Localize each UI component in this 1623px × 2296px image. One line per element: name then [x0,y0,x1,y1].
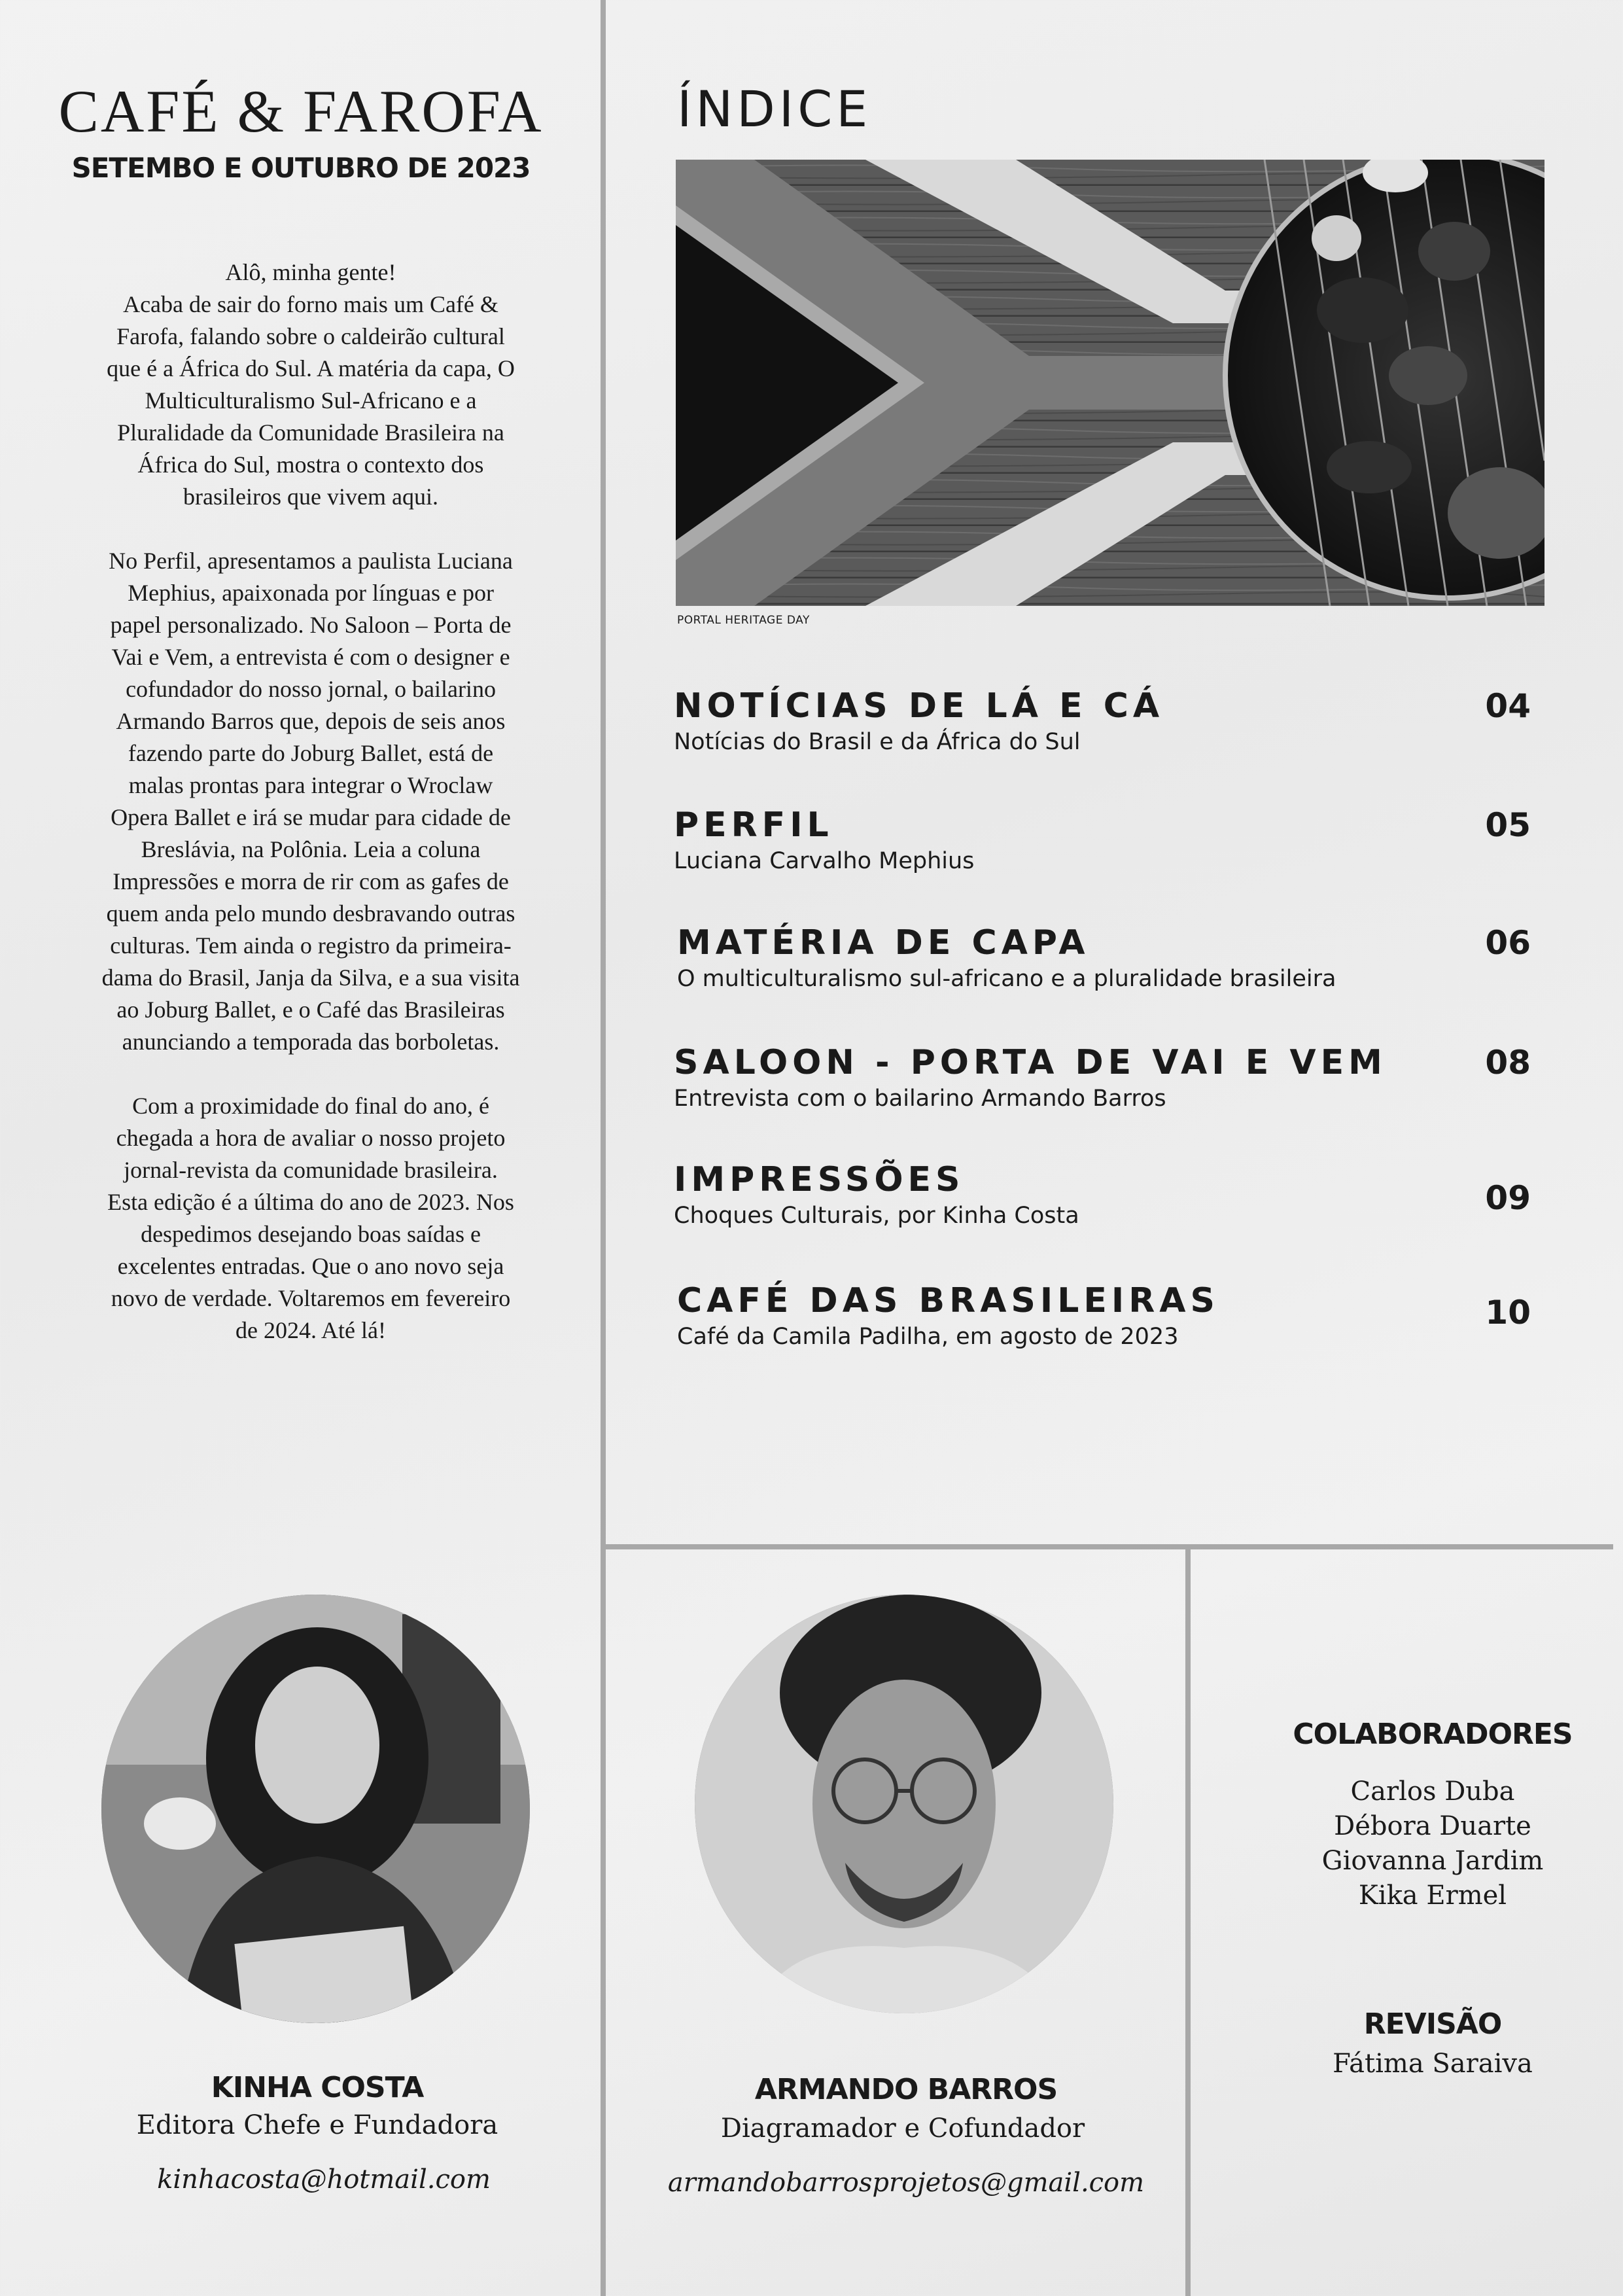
cover-photo [676,160,1544,606]
editorial-paragraph: No Perfil, apresentamos a paulista Luciana Mephius, apaixonada por línguas e por papel personalizado. No Saloon – Porta de Vai e Vem, a entrevista é com o designer e cofundador do nosso jornal, o bailarino Armando Barros que, depois de seis anos fazendo parte do Joburg Ballet, está de malas prontas para integrar o Wroclaw Opera Ballet e irá se mudar para cidade de Breslávia, na Polônia. Leia a coluna Impressões e morra de rir com as gafes de quem anda pelo mundo desbravando outras culturas. Tem ainda o registro da primeira-dama do Brasil, Janja da Silva, e a sua visita ao Joburg Ballet, e o Café das Brasileiras anunciando a temporada das borboletas. [101,548,520,1055]
designer-role: Diagramador e Cofundador [720,2113,1085,2144]
contributors-list [1197,1775,1623,1913]
toc-item[interactable] [674,1159,1550,1230]
flag-braai-illustration [676,160,1544,606]
contributor-name: Giovanna Jardim [1321,1846,1544,1876]
contributor-name: Carlos Duba [1350,1776,1515,1807]
designer-photo [695,1595,1113,2013]
editorial-text [101,256,520,1379]
toc-subtitle: Entrevista com o bailarino Armando Barros [674,1086,1166,1112]
toc-title: CAFÉ DAS BRASILEIRAS [677,1281,1219,1320]
editor-photo [101,1595,530,2023]
designer-portrait-illustration [695,1595,1113,2013]
review-heading: REVISÃO [1363,2007,1502,2041]
toc-subtitle: O multiculturalismo sul-africano e a pluralidade brasileira [677,966,1336,992]
toc-page-number: 10 [1485,1294,1531,1332]
index-bottom-divider [606,1544,1613,1549]
toc-page-number: 05 [1485,806,1531,844]
toc-item[interactable] [677,1280,1554,1351]
contributors-heading: COLABORADORES [1293,1718,1573,1751]
editorial-paragraph: Alô, minha gente! Acaba de sair do forno mais um Café & Farofa, falando sobre o caldeirão cultural que é a África do Sul. A matéria da capa, O Multiculturalismo Sul-Africano e a Pluralidade da Comunidade Brasileira na África do Sul, mostra o contexto dos brasileiros que vivem aqui. [107,259,515,510]
toc-page-number: 06 [1485,924,1531,962]
contributor-name: Débora Duarte [1334,1811,1531,1841]
toc-title: NOTÍCIAS DE LÁ E CÁ [674,686,1164,726]
editor-role: Editora Chefe e Fundadora [136,2110,498,2140]
toc-page-number: 09 [1485,1179,1531,1217]
toc-title: SALOON - PORTA DE VAI E VEM [674,1043,1387,1082]
toc-item[interactable] [677,923,1554,993]
toc-item[interactable] [674,805,1550,875]
reviewer-name: Fátima Saraiva [1333,2049,1533,2079]
designer-email[interactable]: armandobarrosprojetos@gmail.com [667,2168,1145,2198]
toc-item[interactable] [674,686,1550,756]
issue-date: SETEMBO E OUTUBRO DE 2023 [71,152,531,184]
credits-divider [1185,1549,1191,2296]
toc-title: PERFIL [674,805,833,845]
toc-item[interactable] [674,1042,1550,1113]
toc-subtitle: Notícias do Brasil e da África do Sul [674,729,1081,755]
toc-subtitle: Luciana Carvalho Mephius [674,848,975,874]
left-column-divider [601,0,606,2296]
toc-page-number: 04 [1485,687,1531,725]
contributor-name: Kika Ermel [1358,1881,1507,1911]
toc-title: IMPRESSÕES [674,1160,965,1199]
designer-name: ARMANDO BARROS [754,2073,1058,2106]
toc-page-number: 08 [1485,1044,1531,1082]
editor-portrait-illustration [101,1595,530,2023]
photo-caption: PORTAL HERITAGE DAY [677,614,810,627]
editorial-paragraph: Com a proximidade do final do ano, é chegada a hora de avaliar o nosso projeto jornal-revista da comunidade brasileira. Esta edição é a última do ano de 2023. Nos despedimos desejando boas saídas e excelentes entradas. Que o ano novo seja novo de verdade. Voltaremos em fevereiro de 2024. Até lá! [107,1093,514,1343]
editor-email[interactable]: kinhacosta@hotmail.com [157,2164,491,2195]
toc-title: MATÉRIA DE CAPA [677,923,1090,963]
index-title: ÍNDICE [677,80,872,138]
magazine-title: CAFÉ & FAROFA [58,78,544,145]
toc-subtitle: Choques Culturais, por Kinha Costa [674,1203,1079,1229]
editor-name: KINHA COSTA [211,2071,424,2104]
toc-subtitle: Café da Camila Padilha, em agosto de 2023 [677,1324,1179,1350]
